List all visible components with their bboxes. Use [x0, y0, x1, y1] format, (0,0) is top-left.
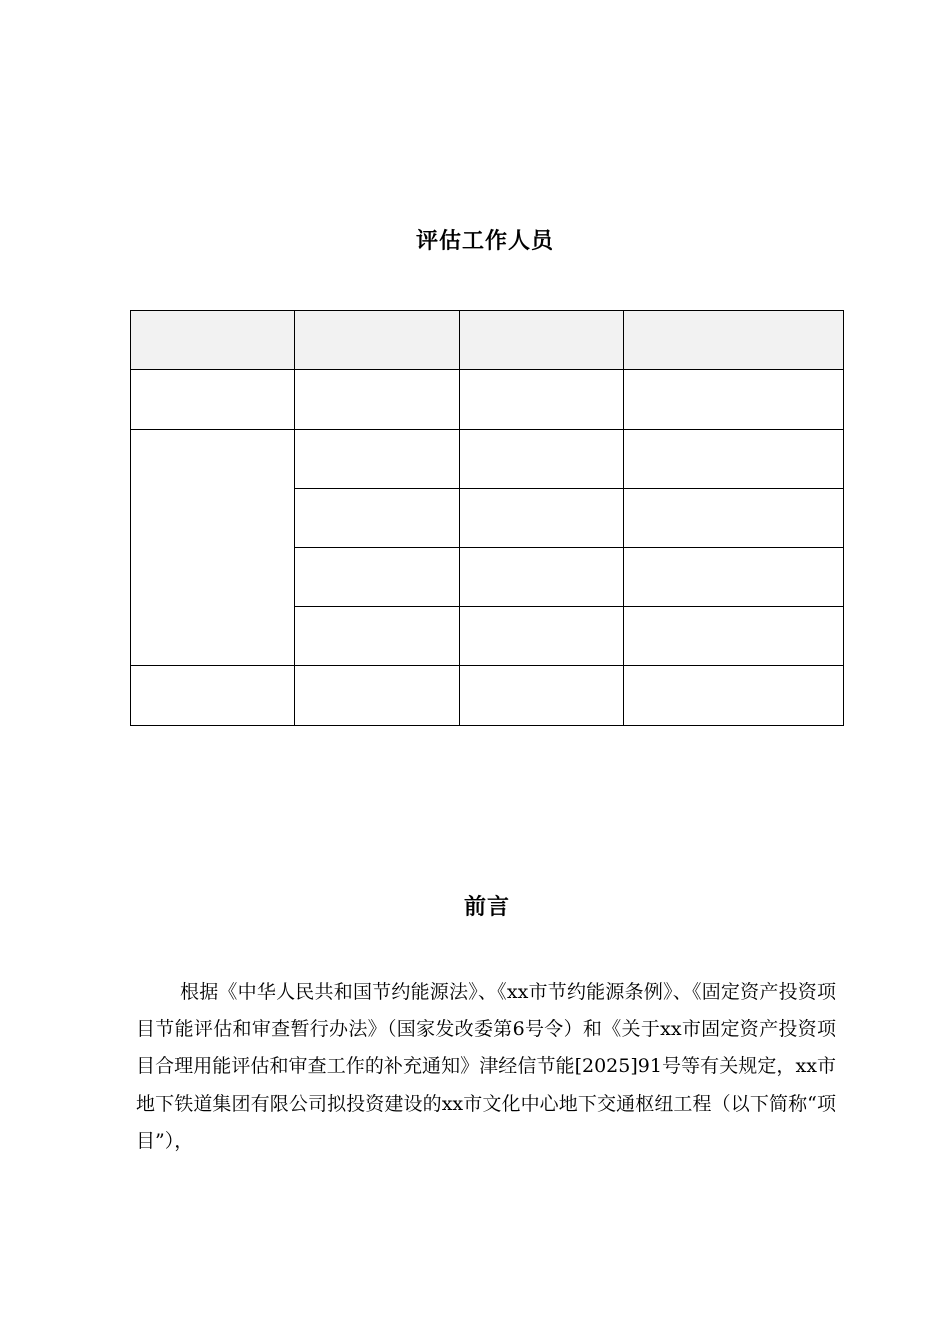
table-cell	[460, 370, 624, 430]
table-cell	[131, 370, 295, 430]
table-cell	[460, 430, 624, 489]
table-cell	[131, 666, 295, 726]
table-cell	[624, 370, 844, 430]
table-cell	[295, 370, 460, 430]
preface-paragraph: 根据《中华人民共和国节约能源法》、《xx市节约能源条例》、《固定资产投资项目节能评估和审查暂行办法》（国家发改委第6号令）和《关于xx市固定资产投资项目合理用能评估和审查工作的补充通知》津经信节能[2025]91号等有关规定，xx市地下铁道集团有限公司拟投资建设的xx市文化中心地下交通枢纽工程（以下简称“项目”），	[136, 981, 836, 1152]
table-cell	[295, 607, 460, 666]
table-row	[131, 430, 844, 489]
table-cell	[624, 430, 844, 489]
page-title: 评估工作人员	[415, 228, 554, 254]
table-header-cell	[460, 311, 624, 370]
table-cell	[295, 666, 460, 726]
table-cell	[460, 666, 624, 726]
table-row	[131, 370, 844, 430]
preface-title: 前言	[463, 894, 510, 920]
table-cell	[295, 489, 460, 548]
table-cell	[624, 666, 844, 726]
table-group-cell	[131, 430, 295, 666]
table-cell	[295, 548, 460, 607]
table-row	[131, 666, 844, 726]
table-cell	[460, 489, 624, 548]
table-cell	[460, 607, 624, 666]
table-cell	[295, 430, 460, 489]
table-cell	[624, 548, 844, 607]
table-cell	[460, 548, 624, 607]
staff-table	[130, 310, 844, 726]
table-header-cell	[131, 311, 295, 370]
table-cell	[624, 489, 844, 548]
table-cell	[624, 607, 844, 666]
table-header-row	[131, 311, 844, 370]
table-header-cell	[624, 311, 844, 370]
table-header-cell	[295, 311, 460, 370]
